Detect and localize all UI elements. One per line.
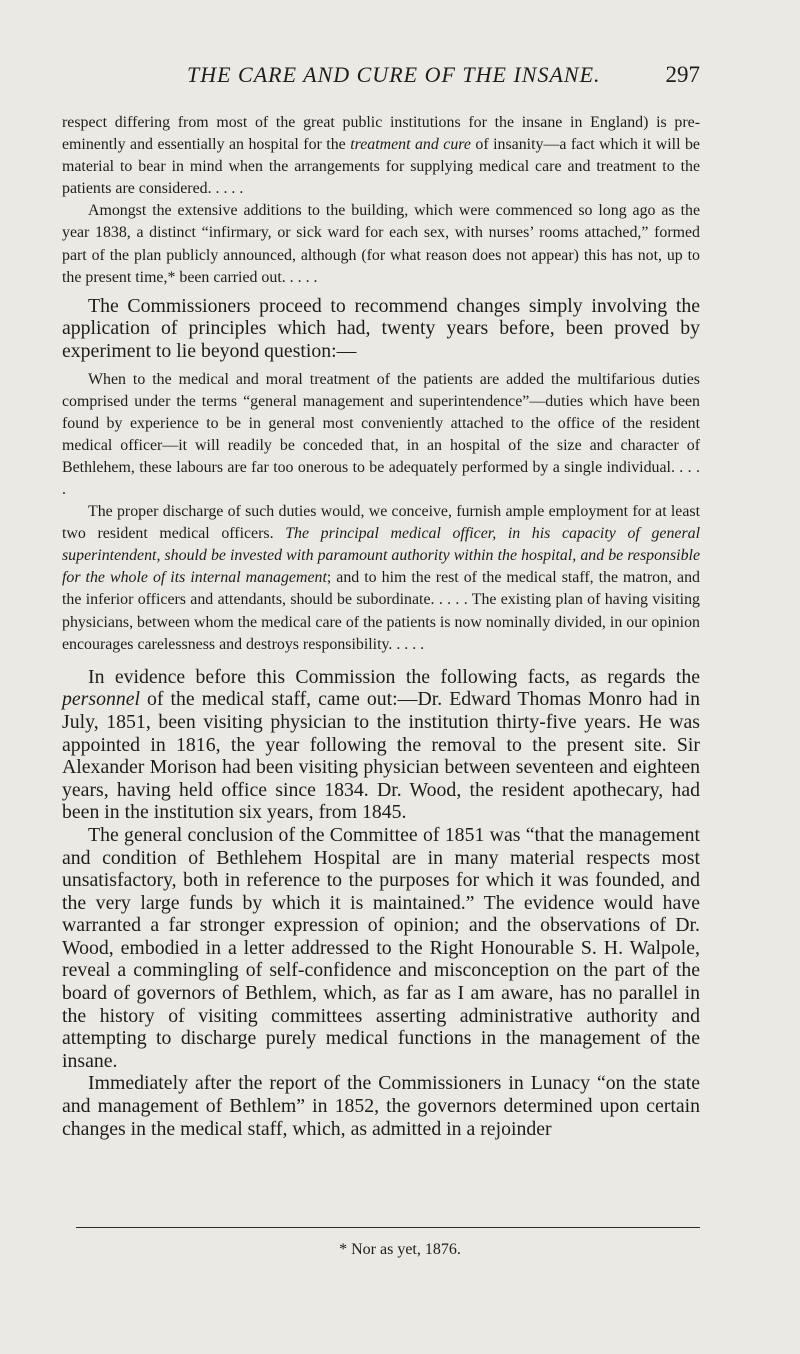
paragraph-conclusion: The general conclusion of the Committee of 1851 was “that the management and condition of Bethlehem Hospital are in many material respects most unsatisfactory, both in reference to the purposes for which it was founded, and the very large funds by which it is maintained.” The evidence would have warranted a far stronger expression of opinion; and the observations of Dr. Wood, embodied in a letter addressed to the Right Honourable S. H. Walpole, reveal a commingling of self-confidence and misconception on the part of the board of governors of Bethlem, which, as far as I am aware, has no parallel in the history of visiting committees asserting administrative authority and attempting to discharge purely medical functions in the management of the insane. — [62, 823, 700, 1072]
paragraph-text: The proper discharge of such duties would, we conceive, furnish ample employment for at least two resident medical officers. — [62, 503, 700, 543]
paragraph-text: ; and to him the rest of the medical staff, the matron, and the inferior officers and attendants, should be subordinate. . . . . The existing plan of having visiting physicians, between whom the medical care of the patients is now nominally divided, in our opinion encourages carelessness and destroys responsibility. . . . . — [62, 569, 700, 653]
page-number: 297 — [665, 62, 700, 87]
italic-passage: The principal medical officer, in his capacity of general superintendent, should be invested with paramount authority within the hospital, and be responsible for the whole of its internal management — [62, 525, 700, 587]
quote-paragraph-officers — [62, 501, 700, 656]
quote-paragraph-duties: When to the medical and moral treatment of the patients are added the multifarious duties comprised under the terms “general management and superintendence”—duties which have been found by experience to be in general most conveniently attached to the office of the resident medical officer—it will readily be conceded that, in an hospital of the size and character of Bethlehem, these labours are far too onerous to be adequately performed by a single individual. . . . . — [62, 370, 700, 498]
page-header — [62, 62, 700, 96]
paragraph-text: In evidence before this Commission the following facts, as regards the — [88, 665, 700, 688]
paragraph-evidence — [62, 666, 700, 824]
paragraph-text: of the medical staff, came out:—Dr. Edward Thomas Monro had in July, 1851, been visiting physician to the institution thirty-five years. He was appointed in 1816, the year following the removal to the present site. Sir Alexander Morison had been visiting physician between seventeen and eighteen years, having held office since 1834. Dr. Wood, the resident apothecary, had been in the institution six years, from 1845. — [62, 688, 700, 824]
italic-word: personnel — [62, 688, 141, 711]
italic-phrase: treatment and cure — [350, 136, 471, 154]
paragraph-text: of insanity—a fact which it will be material to bear in mind when the arrangements for supplying medical care and treatment to the patients are considered. . . . . — [62, 136, 700, 198]
page-body — [62, 112, 700, 1140]
paragraph-infirmary: Amongst the extensive additions to the building, which were commenced so long ago as the year 1838, a distinct “infirmary, or sick ward for each sex, with nurses’ rooms attached,” formed part of the plan publicly announced, although (for what reason does not appear) this has not, up to the present time,* been carried out. . . . . — [62, 202, 700, 286]
paragraph-text: respect differing from most of the great public institutions for the insane in England) is pre-eminently and essentially an hospital for the — [62, 114, 700, 154]
paragraph-commissioners: The Commissioners proceed to recommend changes simply involving the application of principles which had, twenty years before, been proved by experiment to lie beyond question:— — [62, 294, 700, 362]
paragraph-continued — [62, 112, 700, 200]
footnote-rule — [76, 1227, 700, 1228]
footnote: * Nor as yet, 1876. — [339, 1241, 461, 1258]
running-title: THE CARE AND CURE OF THE INSANE. — [186, 62, 601, 87]
paragraph-changes: Immediately after the report of the Commissioners in Lunacy “on the state and management of Bethlem” in 1852, the governors determined upon certain changes in the medical staff, which, as admitted in a rejoinder — [62, 1072, 700, 1140]
